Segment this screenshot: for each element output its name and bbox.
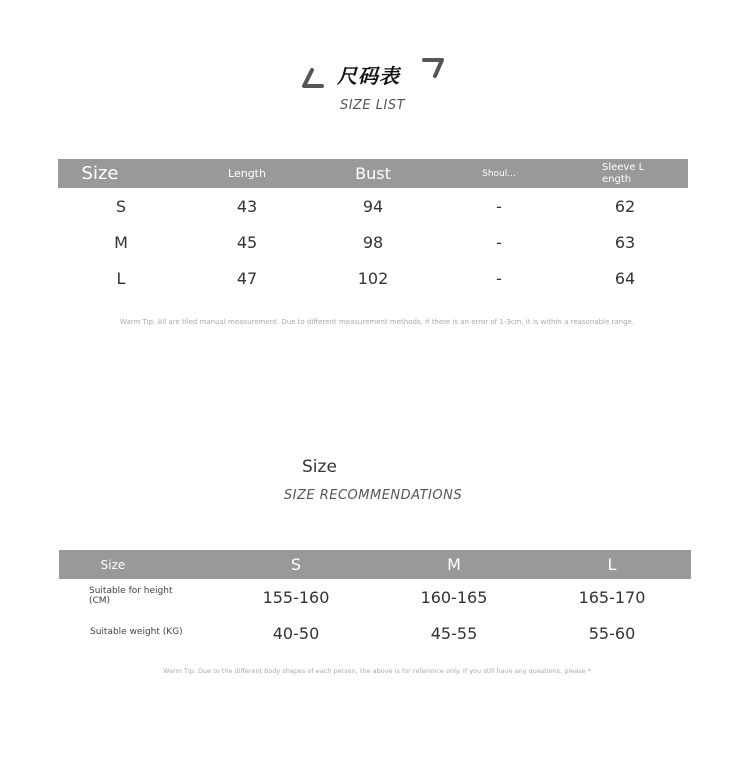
cell-length: 47 bbox=[236, 268, 258, 288]
reference-tip: Warm Tip: Due to the different body shapes of each person, the above is for reference only. If you still have any questions, please * bbox=[163, 667, 591, 675]
cell-size: L bbox=[116, 268, 126, 288]
size-chart-title-cn: 尺码表 bbox=[337, 64, 400, 88]
cell-sleeve-length: 64 bbox=[614, 268, 636, 288]
cell-bust: 102 bbox=[357, 268, 389, 288]
cell-shoulder: - bbox=[496, 232, 502, 252]
measurement-tip: Warm Tip: All are tiled manual measurement. Due to different measurement methods, if there is an error of 1-3cm, it is within a reasonable range. bbox=[119, 318, 635, 326]
header-s: S bbox=[290, 555, 302, 574]
table-header bbox=[58, 159, 688, 188]
cell-size: S bbox=[115, 196, 127, 216]
cell-sleeve-length: 63 bbox=[614, 232, 636, 252]
cell-weight-s: 40-50 bbox=[272, 623, 320, 643]
table-row bbox=[58, 188, 688, 224]
header-size: Size bbox=[100, 557, 126, 572]
cell-bust: 94 bbox=[362, 196, 384, 216]
header-size: Size bbox=[81, 163, 119, 184]
left-bracket-icon bbox=[302, 68, 324, 90]
header-m: M bbox=[447, 555, 461, 574]
header-sleeve-length: Sleeve L ength bbox=[602, 161, 645, 185]
table-row bbox=[59, 579, 691, 615]
row-label-height: Suitable for height (CM) bbox=[89, 586, 173, 606]
size-list-table bbox=[58, 159, 688, 296]
cell-height-m: 160-165 bbox=[420, 587, 488, 607]
table-row bbox=[58, 224, 688, 260]
right-bracket-icon bbox=[422, 57, 444, 79]
cell-length: 45 bbox=[236, 232, 258, 252]
cell-weight-m: 45-55 bbox=[430, 623, 478, 643]
header-shoulder: Shoul... bbox=[482, 168, 516, 179]
cell-shoulder: - bbox=[496, 268, 502, 288]
cell-shoulder: - bbox=[496, 196, 502, 216]
cell-sleeve-length: 62 bbox=[614, 196, 636, 216]
header-bust: Bust bbox=[355, 164, 391, 183]
size-recommendations-subtitle: SIZE RECOMMENDATIONS bbox=[283, 488, 463, 503]
size-list-subtitle: SIZE LIST bbox=[339, 98, 406, 113]
row-label-weight: Suitable weight (KG) bbox=[90, 627, 183, 637]
table-row bbox=[59, 615, 691, 651]
table-header bbox=[59, 550, 691, 579]
cell-height-s: 155-160 bbox=[262, 587, 330, 607]
header-length: Length bbox=[228, 167, 266, 180]
cell-height-l: 165-170 bbox=[578, 587, 646, 607]
cell-length: 43 bbox=[236, 196, 258, 216]
size-recommend-title: Size bbox=[302, 457, 337, 477]
size-recommendation-table bbox=[59, 550, 691, 651]
header-l: L bbox=[607, 555, 617, 574]
cell-bust: 98 bbox=[362, 232, 384, 252]
cell-weight-l: 55-60 bbox=[588, 623, 636, 643]
cell-size: M bbox=[114, 232, 128, 252]
table-row bbox=[58, 260, 688, 296]
